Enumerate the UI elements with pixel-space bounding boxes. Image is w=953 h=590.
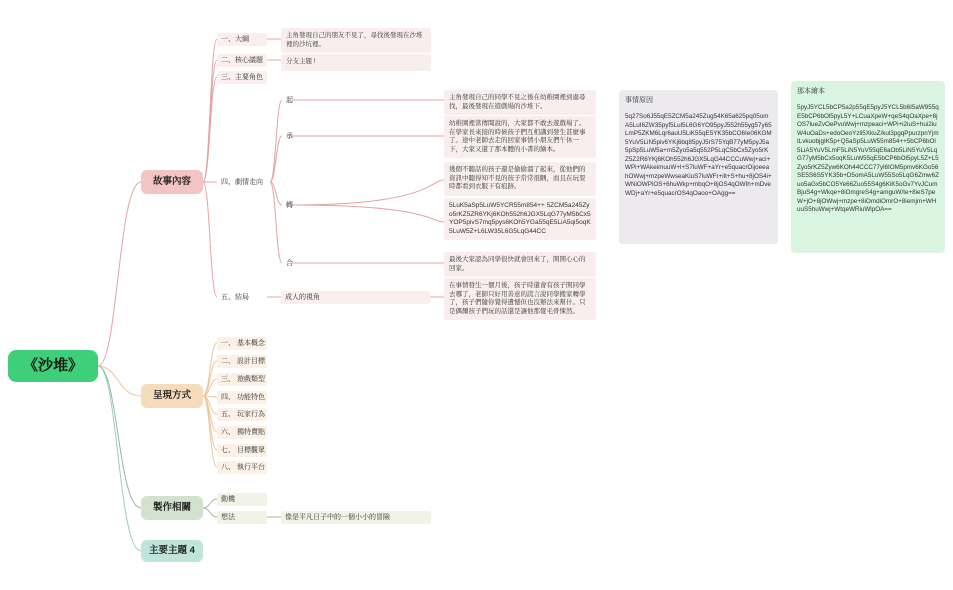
- plot-cheng-note[interactable]: 幼稚園裡當傳聞說的，大家都不敢去遊戲場了。在學家長來接的時候孩子們互相講到發生甚麼事了。途中老師去走的回家事情小朋友們午休一下，大家又還了那本體的小書的繪本。: [444, 116, 596, 158]
- story-characters[interactable]: 三、主要角色: [217, 71, 267, 84]
- plot-qi-note[interactable]: 主角發現自己的同學不見之後在幼稚園裡到處尋找，最後發現在遊戲場的沙堆下。: [444, 90, 596, 115]
- connector-zhuan-note1: [292, 180, 444, 205]
- connector-production-idea: [203, 508, 217, 517]
- floating-topic-source[interactable]: [619, 90, 778, 244]
- story-outline-note[interactable]: 主角發現自己的朋友不見了，尋找後發現在沙堆裡的沙坑裡。: [281, 28, 431, 53]
- floating-topic-source-title: 事情原因: [625, 97, 653, 104]
- connector-presentation-items: [203, 343, 217, 467]
- connector-production-motive: [203, 499, 217, 508]
- branch-presentation[interactable]: 呈現方式: [141, 384, 203, 408]
- story-plot[interactable]: 四、劇情走向: [221, 179, 263, 186]
- plot-zhuan-encoded-note[interactable]: 5LuK5aSp5LuW5YCR55m854++ 5ZCM5a245Zyo5rKZ5ZR6YKj6KOh552h6JGX5LqG77yM5bCx5YOP5pivS7mq5pys6KOh5YGa55qE5LiA5qi5oqK5LuW5Z+L6LW35L6G5LqG44CC: [444, 198, 596, 240]
- plot-cheng[interactable]: 承: [286, 133, 293, 140]
- branch-topic4[interactable]: 主要主題 4: [141, 540, 203, 562]
- story-outline[interactable]: 一、大綱: [217, 33, 267, 46]
- presentation-item[interactable]: 四、 功能特色: [217, 391, 267, 404]
- plot-qi[interactable]: 起: [286, 97, 293, 104]
- presentation-item[interactable]: 八、 執行平台: [217, 461, 267, 474]
- floating-topic-source-text: 5q27So6J55qE5ZCM5a245Zug54K65a625pq05omA5LuI6ZW35pyf5Lul5L6G6YO95pyJ552h55yg57y65LmP5ZKM6Lqr6auU5LiK55qE5YK35bCO6Ie06KGM5YuV5LiN5piv6YKj6bq85pyJ5rS75YqB77yM5pyJ5a5pSp5LuW5a+m5Zyo5a5q552P5LqC5bCx5Zyo5rKZ5Z2R6YKj6KOh552h6JGX5LqG44CCCuWwj+aci+WPi+WAkeimuuW+l+S7luWF+aYr+e5quacrOijoeeahOWwj+mzpeWwseaKiuS7luWFr+ilt+S+hu+8jOS4i+WNiOWPiOS+6huWkp+mbqO+8jOS4qOWIh+mDveWDj+aYr+e5quacrOS4qOaoo+OAgg==: [625, 113, 772, 197]
- story-theme-note[interactable]: 分支主題 !: [281, 54, 431, 71]
- presentation-item[interactable]: 三、 遊戲類型: [217, 373, 267, 386]
- ending-note[interactable]: 在事情發生一個月後，孩子時還會有孩子開同學去哪了，老師只好用善意的謊言說同學搬家轉學了，孩子們隨你覺得遺憾但也沒辦法來幫什。只是偶爾孩子們玩的話還是讓他那覺毛骨悚然。: [444, 278, 596, 320]
- connector-story-outline: [203, 39, 217, 182]
- story-ending[interactable]: 五、結局: [221, 294, 249, 301]
- connector-story-ending: [203, 182, 217, 297]
- branch-production[interactable]: 製作相關: [141, 496, 203, 520]
- connector-root-topic4: [98, 366, 141, 551]
- story-theme[interactable]: 二、核心議題: [217, 54, 267, 67]
- presentation-item[interactable]: 一、 基本概念: [217, 337, 267, 350]
- presentation-item[interactable]: 五、 玩家行為: [217, 408, 267, 421]
- connector-root-presentation: [98, 366, 141, 396]
- connector-plot-qi: [270, 100, 282, 182]
- floating-topic-script-text: 5pyJ5YCL5bCP5a2p55qE5pyJ5YCL5b6I5aW955qE5bCP6bOl5pyL5Y+LCuaXpeW+qeS4qOaXpe+8jOS7lueZvOePvuWwj+mzpeaci+WPi+i2iuS+hui2iuW4uOaDs+edoOeoYzli5XkuZ/kul3pgqPpurzpnYjmtLvkuobjgIK5p+Q5aSp5LuW55m854++5bCP6bOl5LiA5YuV5LmF5LiN5YuV55qE6aOb5LiN5YuV5LqG77yM5bCx5oqK5LuW55qE5bCP6bOl5pyL5Z+L5Zyo5rKZ5Zyw6KOh44CCC77yl6IOM5pmv6KGo56SE5S6S5YK35b+D5omA5LuW55So5LqG6Zmw6Zuo5aGx5bCO5Ye66Zuo55S4g6KiK5oGv7YvJCumBjuS4g+Wkqe+8iOmgreS4g+amguW/te+8ieS7peW+jO+8jOWwj+mzpe+8iOmdiOmrO+8iemjm+WHuuS5huWwj+WtqeWRiuWlpOA==: [797, 104, 939, 214]
- central-topic[interactable]: 《沙堆》: [8, 350, 98, 382]
- presentation-item[interactable]: 二、 設計目標: [217, 355, 267, 368]
- production-motive[interactable]: 動機: [217, 493, 267, 506]
- presentation-item[interactable]: 七、 目標觀眾: [217, 444, 267, 457]
- floating-topic-script[interactable]: [791, 81, 945, 253]
- connector-story-theme: [203, 60, 217, 182]
- production-idea[interactable]: 想法: [217, 511, 267, 524]
- plot-he-note[interactable]: 最後大家認為同學很快就會回來了，開開心心的回家。: [444, 252, 596, 277]
- ending-perspective[interactable]: 成人的視角: [281, 291, 430, 304]
- connector-root-story: [98, 182, 141, 366]
- connector-story-characters: [203, 77, 217, 182]
- plot-zhuan[interactable]: 轉: [286, 202, 293, 209]
- production-idea-note[interactable]: 像是平凡日子中的一個小小的冒險: [281, 511, 431, 524]
- plot-zhuan-note[interactable]: 幾個不聽話的孩子還是偷偷溜了起來，從他們的資訊中聽得知不見的孩子常常很睏，而且在玩耍時都看到衣服下有痕跡。: [444, 162, 596, 196]
- branch-story[interactable]: 故事內容: [141, 170, 203, 194]
- presentation-item[interactable]: 六、 獨特賣點: [217, 426, 267, 439]
- connector-root-production: [98, 366, 141, 508]
- floating-topic-script-title: 那本繪本: [797, 88, 825, 95]
- connector-zhuan-note2: [292, 205, 444, 222]
- plot-he[interactable]: 合: [286, 260, 293, 267]
